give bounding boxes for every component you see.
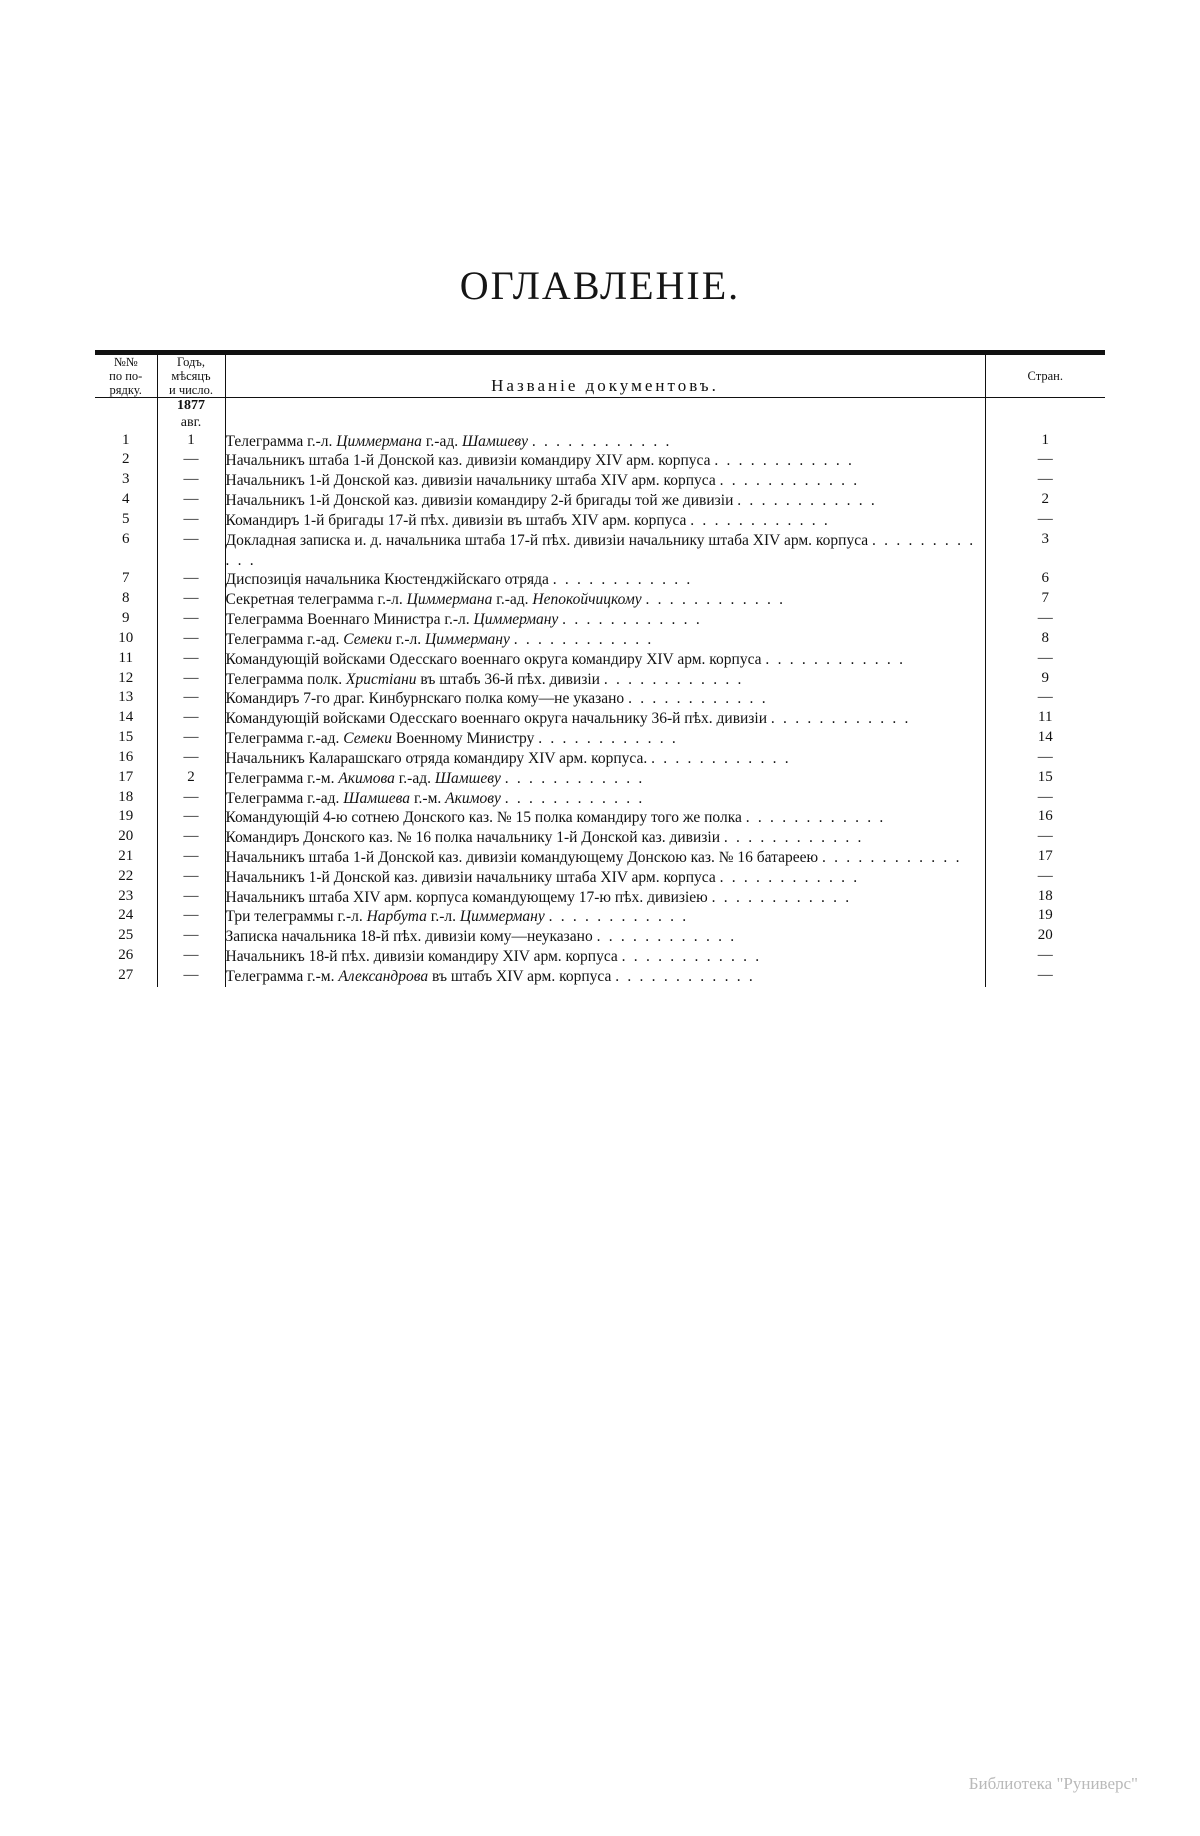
- header-date-line1: Годъ,: [177, 355, 205, 369]
- row-number: 13: [118, 689, 134, 706]
- row-page: —: [1037, 689, 1053, 706]
- leader-dots: . . . . . . . . . . . .: [711, 888, 852, 906]
- table-row: [95, 630, 1105, 650]
- row-page: 6: [1041, 570, 1049, 587]
- row-title: Диспозицiя начальника Кюстенджiйскаго отряда . . . . . . . . . . . .: [225, 570, 985, 590]
- leader-dots: . . . . . . . . . . . .: [548, 908, 689, 926]
- table-row: [95, 670, 1105, 690]
- year-header-row: [95, 398, 1105, 432]
- row-number: 9: [122, 610, 130, 627]
- row-number: 5: [122, 510, 130, 527]
- table-row: [95, 432, 1105, 452]
- row-date: —: [157, 729, 225, 749]
- row-number: 20: [118, 828, 134, 845]
- header-date: [157, 355, 225, 398]
- library-watermark: Библиотека "Руниверс": [968, 1774, 1138, 1793]
- leader-dots: . . . . . . . . . . . .: [651, 749, 791, 767]
- row-number: 6: [122, 530, 130, 547]
- header-date-line3: и число.: [169, 383, 213, 397]
- row-title: Командующiй 4-ю сотнею Донского каз. № 15 полка командиру того же полка . . . . . . . . . . . .: [225, 808, 985, 828]
- row-date: —: [157, 670, 225, 690]
- row-number: 23: [118, 887, 134, 904]
- year-header-date: [157, 398, 225, 432]
- leader-dots: . . . . . . . . . . . .: [628, 690, 768, 708]
- leader-dots: . . . . . . . . . . . .: [737, 492, 877, 510]
- leader-dots: . . . . . . . . . . . .: [821, 848, 962, 866]
- row-date: —: [157, 451, 225, 471]
- row-date: —: [157, 808, 225, 828]
- row-page: 1: [1041, 431, 1049, 448]
- leader-dots: . . . . . . . . . . . .: [603, 670, 744, 688]
- row-page: 7: [1041, 590, 1049, 607]
- header-page: Стран.: [985, 355, 1105, 398]
- row-date: 1: [157, 432, 225, 452]
- leader-dots: . . . . . . . . . . . .: [504, 769, 645, 787]
- table-row: [95, 967, 1105, 987]
- leader-dots: . . . . . . . . . . . .: [765, 650, 906, 668]
- row-page: 3: [1041, 530, 1049, 547]
- table-header-row: [95, 355, 1105, 398]
- row-date: —: [157, 590, 225, 610]
- year-header-page-cell: [985, 398, 1105, 432]
- table-row: [95, 689, 1105, 709]
- leader-dots: . . . . . . . . . . . .: [719, 868, 860, 886]
- leader-dots: . . . . . . . . . . . .: [562, 611, 702, 629]
- row-title: Телеграмма Военнаго Министра г.-л. Циммерману . . . . . . . . . . . .: [225, 610, 985, 630]
- leader-dots: . . . . . . . . . . . .: [552, 571, 693, 589]
- leader-dots: . . . . . . . . . . . .: [615, 967, 755, 985]
- leader-dots: . . . . . . . . . . . .: [531, 432, 672, 450]
- leader-dots: . . . . . . . . . . . .: [596, 928, 737, 946]
- row-title: Телеграмма полк. Христiани въ штабъ 36-й пѣх. дивизiи . . . . . . . . . . . .: [225, 670, 985, 690]
- row-date: —: [157, 907, 225, 927]
- row-number: 17: [118, 768, 134, 785]
- table-row: [95, 888, 1105, 908]
- row-page: —: [1037, 649, 1053, 666]
- row-number: 18: [118, 788, 134, 805]
- row-title: Командиръ 7-го драг. Кинбурнскаго полка кому—не указано . . . . . . . . . . . .: [225, 689, 985, 709]
- row-title: Начальникъ Каларашскаго отряда командиру XIV арм. корпуса. . . . . . . . . . . . .: [225, 749, 985, 769]
- row-page: 8: [1041, 629, 1049, 646]
- row-date: —: [157, 789, 225, 809]
- header-number-line1: №№: [113, 355, 138, 369]
- row-title: Телеграмма г.-ад. Шамшева г.-м. Акимову . . . . . . . . . . . .: [225, 789, 985, 809]
- row-date: —: [157, 511, 225, 531]
- row-date: —: [157, 689, 225, 709]
- row-date: —: [157, 868, 225, 888]
- row-date: —: [157, 967, 225, 987]
- row-page: —: [1037, 510, 1053, 527]
- row-date: —: [157, 570, 225, 590]
- table-row: [95, 531, 1105, 571]
- table-row: [95, 650, 1105, 670]
- row-title: Докладная записка и. д. начальника штаба 17-й пѣх. дивизiи начальнику штаба XIV арм. корпуса . . . . . . . . . . . .: [225, 531, 985, 571]
- row-number: 3: [122, 471, 130, 488]
- leader-dots: . . . . . . . . . . . .: [719, 472, 860, 490]
- month-value: авг.: [180, 414, 202, 430]
- table-row: [95, 590, 1105, 610]
- row-title: Телеграмма г.-ад. Семеки Военному Министру . . . . . . . . . . . .: [225, 729, 985, 749]
- row-title: Начальникъ штаба 1-й Донской каз. дивизiи командиру XIV арм. корпуса . . . . . . . . . . . .: [225, 451, 985, 471]
- row-page: —: [1037, 788, 1053, 805]
- row-number: 8: [122, 590, 130, 607]
- row-number: 24: [118, 907, 134, 924]
- row-title: Командиръ 1-й бригады 17-й пѣх. дивизiи въ штабъ XIV арм. корпуса . . . . . . . . . . . .: [225, 511, 985, 531]
- row-title: Командиръ Донского каз. № 16 полка начальнику 1-й Донской каз. дивизiи . . . . . . . . . . . .: [225, 828, 985, 848]
- row-page: —: [1037, 748, 1053, 765]
- table-row: [95, 511, 1105, 531]
- row-page: 9: [1041, 669, 1049, 686]
- row-date: 2: [157, 769, 225, 789]
- row-title: Секретная телеграмма г.-л. Циммермана г.-ад. Непокойчицкому . . . . . . . . . . . .: [225, 590, 985, 610]
- row-page: 18: [1037, 887, 1053, 904]
- row-date: —: [157, 888, 225, 908]
- row-page: 16: [1037, 808, 1053, 825]
- table-body: [95, 398, 1105, 987]
- row-number: 12: [118, 669, 134, 686]
- page-title: ОГЛАВЛЕНIЕ.: [459, 263, 741, 308]
- year-header-spacer: [95, 398, 157, 432]
- row-number: 4: [122, 491, 130, 508]
- row-page: —: [1037, 471, 1053, 488]
- row-date: —: [157, 491, 225, 511]
- row-page: 20: [1037, 927, 1053, 944]
- table-row: [95, 491, 1105, 511]
- table-row: [95, 749, 1105, 769]
- row-number: 14: [118, 709, 134, 726]
- row-title: Начальникъ 18-й пѣх. дивизiи командиру XIV арм. корпуса . . . . . . . . . . . .: [225, 947, 985, 967]
- table-row: [95, 907, 1105, 927]
- header-number-line3: рядку.: [109, 383, 142, 397]
- table-of-contents: [95, 355, 1105, 987]
- row-date: —: [157, 709, 225, 729]
- row-title: Начальникъ 1-й Донской каз. дивизiи начальнику штаба XIV арм. корпуса . . . . . . . . . . . .: [225, 868, 985, 888]
- row-title: Записка начальника 18-й пѣх. дивизiи кому—неуказано . . . . . . . . . . . .: [225, 927, 985, 947]
- row-date: —: [157, 610, 225, 630]
- table-row: [95, 828, 1105, 848]
- row-date: —: [157, 471, 225, 491]
- table-row: [95, 808, 1105, 828]
- row-title: Начальникъ 1-й Донской каз. дивизiи начальнику штаба XIV арм. корпуса . . . . . . . . . . . .: [225, 471, 985, 491]
- table-row: [95, 610, 1105, 630]
- row-page: 14: [1037, 729, 1053, 746]
- row-date: —: [157, 947, 225, 967]
- row-number: 21: [118, 847, 134, 864]
- row-title: Командующiй войсками Одесскаго военнаго округа командиру XIV арм. корпуса . . . . . . . . . . . .: [225, 650, 985, 670]
- header-title: Названiе документовъ.: [225, 355, 985, 398]
- row-page: —: [1037, 828, 1053, 845]
- row-date: —: [157, 749, 225, 769]
- row-title: Командующiй войсками Одесскаго военнаго округа начальнику 36-й пѣх. дивизiи . . . . . . . . . . . .: [225, 709, 985, 729]
- row-title: Телеграмма г.-м. Александрова въ штабъ XIV арм. корпуса . . . . . . . . . . . .: [225, 967, 985, 987]
- table-row: [95, 868, 1105, 888]
- leader-dots: . . . . . . . . . . . .: [714, 452, 855, 470]
- leader-dots: . . . . . . . . . . . .: [690, 511, 831, 529]
- row-page: —: [1037, 966, 1053, 983]
- row-number: 11: [118, 649, 133, 666]
- table-row: [95, 471, 1105, 491]
- row-page: —: [1037, 947, 1053, 964]
- row-number: 16: [118, 748, 134, 765]
- row-number: 15: [118, 729, 134, 746]
- header-number: [95, 355, 157, 398]
- row-date: —: [157, 828, 225, 848]
- row-page: —: [1037, 867, 1053, 884]
- leader-dots: . . . . . . . . . . . .: [538, 730, 678, 748]
- table-row: [95, 451, 1105, 471]
- row-number: 19: [118, 808, 134, 825]
- row-number: 1: [122, 431, 130, 448]
- leader-dots: . . . . . . . . . . . .: [645, 591, 786, 609]
- row-page: —: [1037, 451, 1053, 468]
- table-row: [95, 570, 1105, 590]
- leader-dots: . . . . . . . . . . . .: [513, 630, 654, 648]
- header-date-line2: мѣсяцъ: [171, 369, 211, 383]
- table-row: [95, 947, 1105, 967]
- row-number: 7: [122, 570, 130, 587]
- row-title: Начальникъ штаба 1-й Донской каз. дивизiи командующему Донскою каз. № 16 батареею . . . . . . . . . . . .: [225, 848, 985, 868]
- leader-dots: . . . . . . . . . . . .: [745, 809, 886, 827]
- year-value: 1877: [177, 398, 205, 413]
- row-title: Телеграмма г.-л. Циммермана г.-ад. Шамшеву . . . . . . . . . . . .: [225, 432, 985, 452]
- row-title: Три телеграммы г.-л. Нарбута г.-л. Циммерману . . . . . . . . . . . .: [225, 907, 985, 927]
- row-page: 19: [1037, 907, 1053, 924]
- row-date: —: [157, 650, 225, 670]
- leader-dots: . . . . . . . . . . . .: [723, 829, 864, 847]
- table-row: [95, 729, 1105, 749]
- row-page: 17: [1037, 847, 1053, 864]
- row-number: 2: [122, 451, 130, 468]
- row-title: Телеграмма г.-м. Акимова г.-ад. Шамшеву . . . . . . . . . . . .: [225, 769, 985, 789]
- year-header-title-cell: [225, 398, 985, 432]
- table-row: [95, 709, 1105, 729]
- row-number: 22: [118, 867, 134, 884]
- row-date: —: [157, 630, 225, 650]
- table-row: [95, 927, 1105, 947]
- leader-dots: . . . . . . . . . . . .: [225, 531, 976, 569]
- row-number: 26: [118, 947, 134, 964]
- leader-dots: . . . . . . . . . . . .: [621, 948, 762, 966]
- row-page: 15: [1037, 768, 1053, 785]
- table-row: [95, 789, 1105, 809]
- row-title: Начальникъ штаба XIV арм. корпуса командующему 17-ю пѣх. дивизiею . . . . . . . . . . . .: [225, 888, 985, 908]
- leader-dots: . . . . . . . . . . . .: [504, 789, 645, 807]
- row-page: 2: [1041, 491, 1049, 508]
- row-date: —: [157, 531, 225, 571]
- row-number: 10: [118, 629, 134, 646]
- row-page: —: [1037, 610, 1053, 627]
- header-number-line2: по по-: [109, 369, 143, 383]
- toc-table-container: [95, 350, 1105, 987]
- table-row: [95, 848, 1105, 868]
- leader-dots: . . . . . . . . . . . .: [770, 710, 911, 728]
- row-page: 11: [1038, 709, 1053, 726]
- row-title: Телеграмма г.-ад. Семеки г.-л. Циммерману . . . . . . . . . . . .: [225, 630, 985, 650]
- row-date: —: [157, 848, 225, 868]
- row-number: 27: [118, 966, 134, 983]
- table-row: [95, 769, 1105, 789]
- row-title: Начальникъ 1-й Донской каз. дивизiи командиру 2-й бригады той же дивизiи . . . . . . . . . . . .: [225, 491, 985, 511]
- row-number: 25: [118, 927, 134, 944]
- row-date: —: [157, 927, 225, 947]
